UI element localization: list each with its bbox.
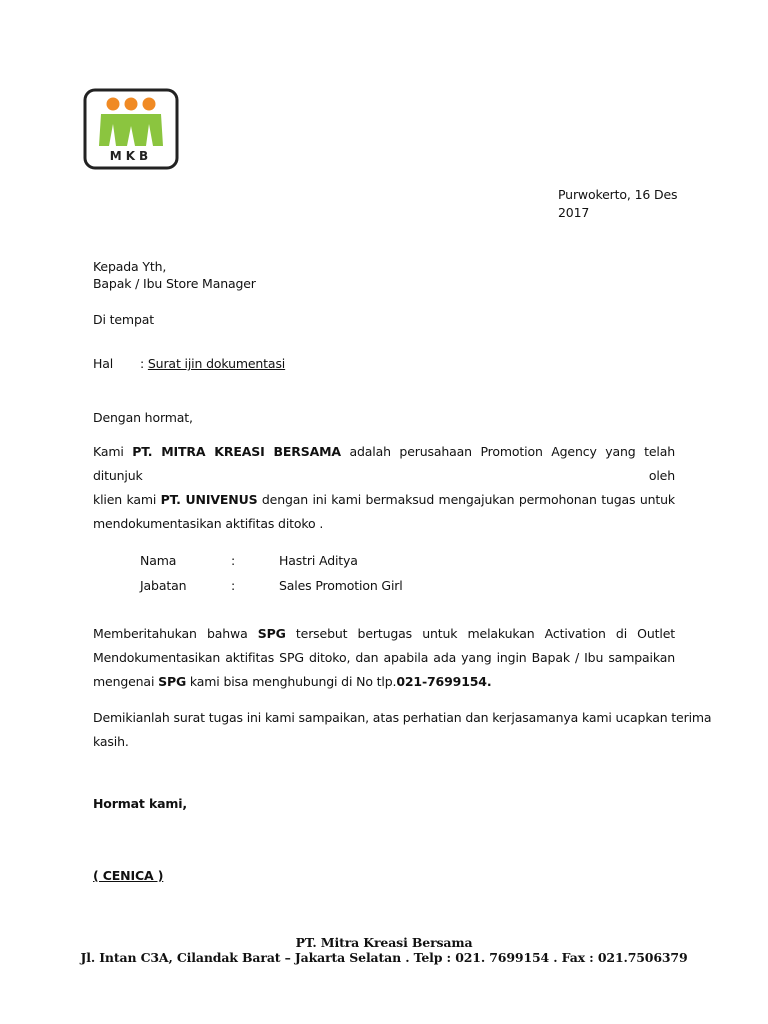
company-logo	[83, 88, 179, 170]
paragraph-notification	[93, 622, 675, 694]
text-span: Memberitahukan bahwa	[93, 626, 258, 641]
text-span: mengenai	[93, 674, 159, 689]
logo-head-left	[107, 98, 120, 111]
detail-value-position: Sales Promotion Girl	[279, 578, 403, 593]
mkb-logo-graphic	[83, 88, 179, 170]
text-span: tersebut bertugas untuk melakukan Activation di Outlet	[285, 626, 676, 641]
company-name: PT. MITRA KREASI BERSAMA	[132, 444, 341, 459]
letter-date-line-1: Purwokerto, 16 Des	[558, 187, 678, 202]
paragraph-line	[93, 670, 675, 694]
client-name: PT. UNIVENUS	[160, 492, 258, 507]
paragraph-line: mendokumentasikan aktifitas ditoko .	[93, 516, 324, 531]
footer-address: Jl. Intan C3A, Cilandak Barat – Jakarta Selatan . Telp : 021. 7699154 . Fax : 021.7506379	[80, 950, 688, 965]
paragraph-line	[93, 622, 675, 646]
text-span: dengan ini kami bermaksud mengajukan permohonan tugas untuk	[257, 492, 675, 507]
signature-name: ( CENICA )	[93, 868, 164, 883]
spg-term: SPG	[158, 674, 187, 689]
subject-value: Surat ijin dokumentasi	[147, 356, 286, 371]
footer-company: PT. Mitra Kreasi Bersama	[295, 935, 473, 950]
detail-value-name: Hastri Aditya	[279, 553, 358, 568]
paragraph-introduction	[93, 440, 675, 536]
text-span: adalah perusahaan Promotion Agency yang telah ditunjuk oleh	[93, 444, 675, 483]
paragraph-line: kasih.	[93, 734, 129, 749]
recipient-place: Di tempat	[93, 312, 154, 327]
phone-number: 021-7699154.	[396, 674, 492, 689]
text-span: Kami	[93, 444, 133, 459]
paragraph-line	[93, 488, 675, 512]
spg-term: SPG	[257, 626, 286, 641]
logo-head-right	[143, 98, 156, 111]
logo-text: MKB	[109, 149, 153, 163]
subject-label: Hal	[93, 356, 114, 371]
letter-date-line-2: 2017	[558, 205, 590, 220]
logo-head-middle	[125, 98, 138, 111]
subject	[140, 356, 285, 371]
paragraph-closing	[93, 706, 712, 754]
paragraph-line	[93, 440, 675, 488]
paragraph-line: Mendokumentasikan aktifitas SPG ditoko, dan apabila ada yang ingin Bapak / Ibu sampaikan	[93, 650, 675, 665]
detail-colon: :	[231, 553, 236, 568]
recipient-greeting: Kepada Yth,	[93, 259, 167, 274]
detail-label-name: Nama	[140, 553, 177, 568]
closing-remark: Hormat kami,	[93, 796, 188, 811]
detail-colon: :	[231, 578, 236, 593]
text-span: klien kami	[93, 492, 161, 507]
text-span: kami bisa menghubungi di No tlp.	[186, 674, 397, 689]
recipient-name: Bapak / Ibu Store Manager	[93, 276, 256, 291]
subject-colon: :	[140, 356, 145, 371]
salutation: Dengan hormat,	[93, 410, 193, 425]
paragraph-line: Demikianlah surat tugas ini kami sampaikan, atas perhatian dan kerjasamanya kami ucapkan terima	[93, 710, 712, 725]
detail-label-position: Jabatan	[140, 578, 187, 593]
